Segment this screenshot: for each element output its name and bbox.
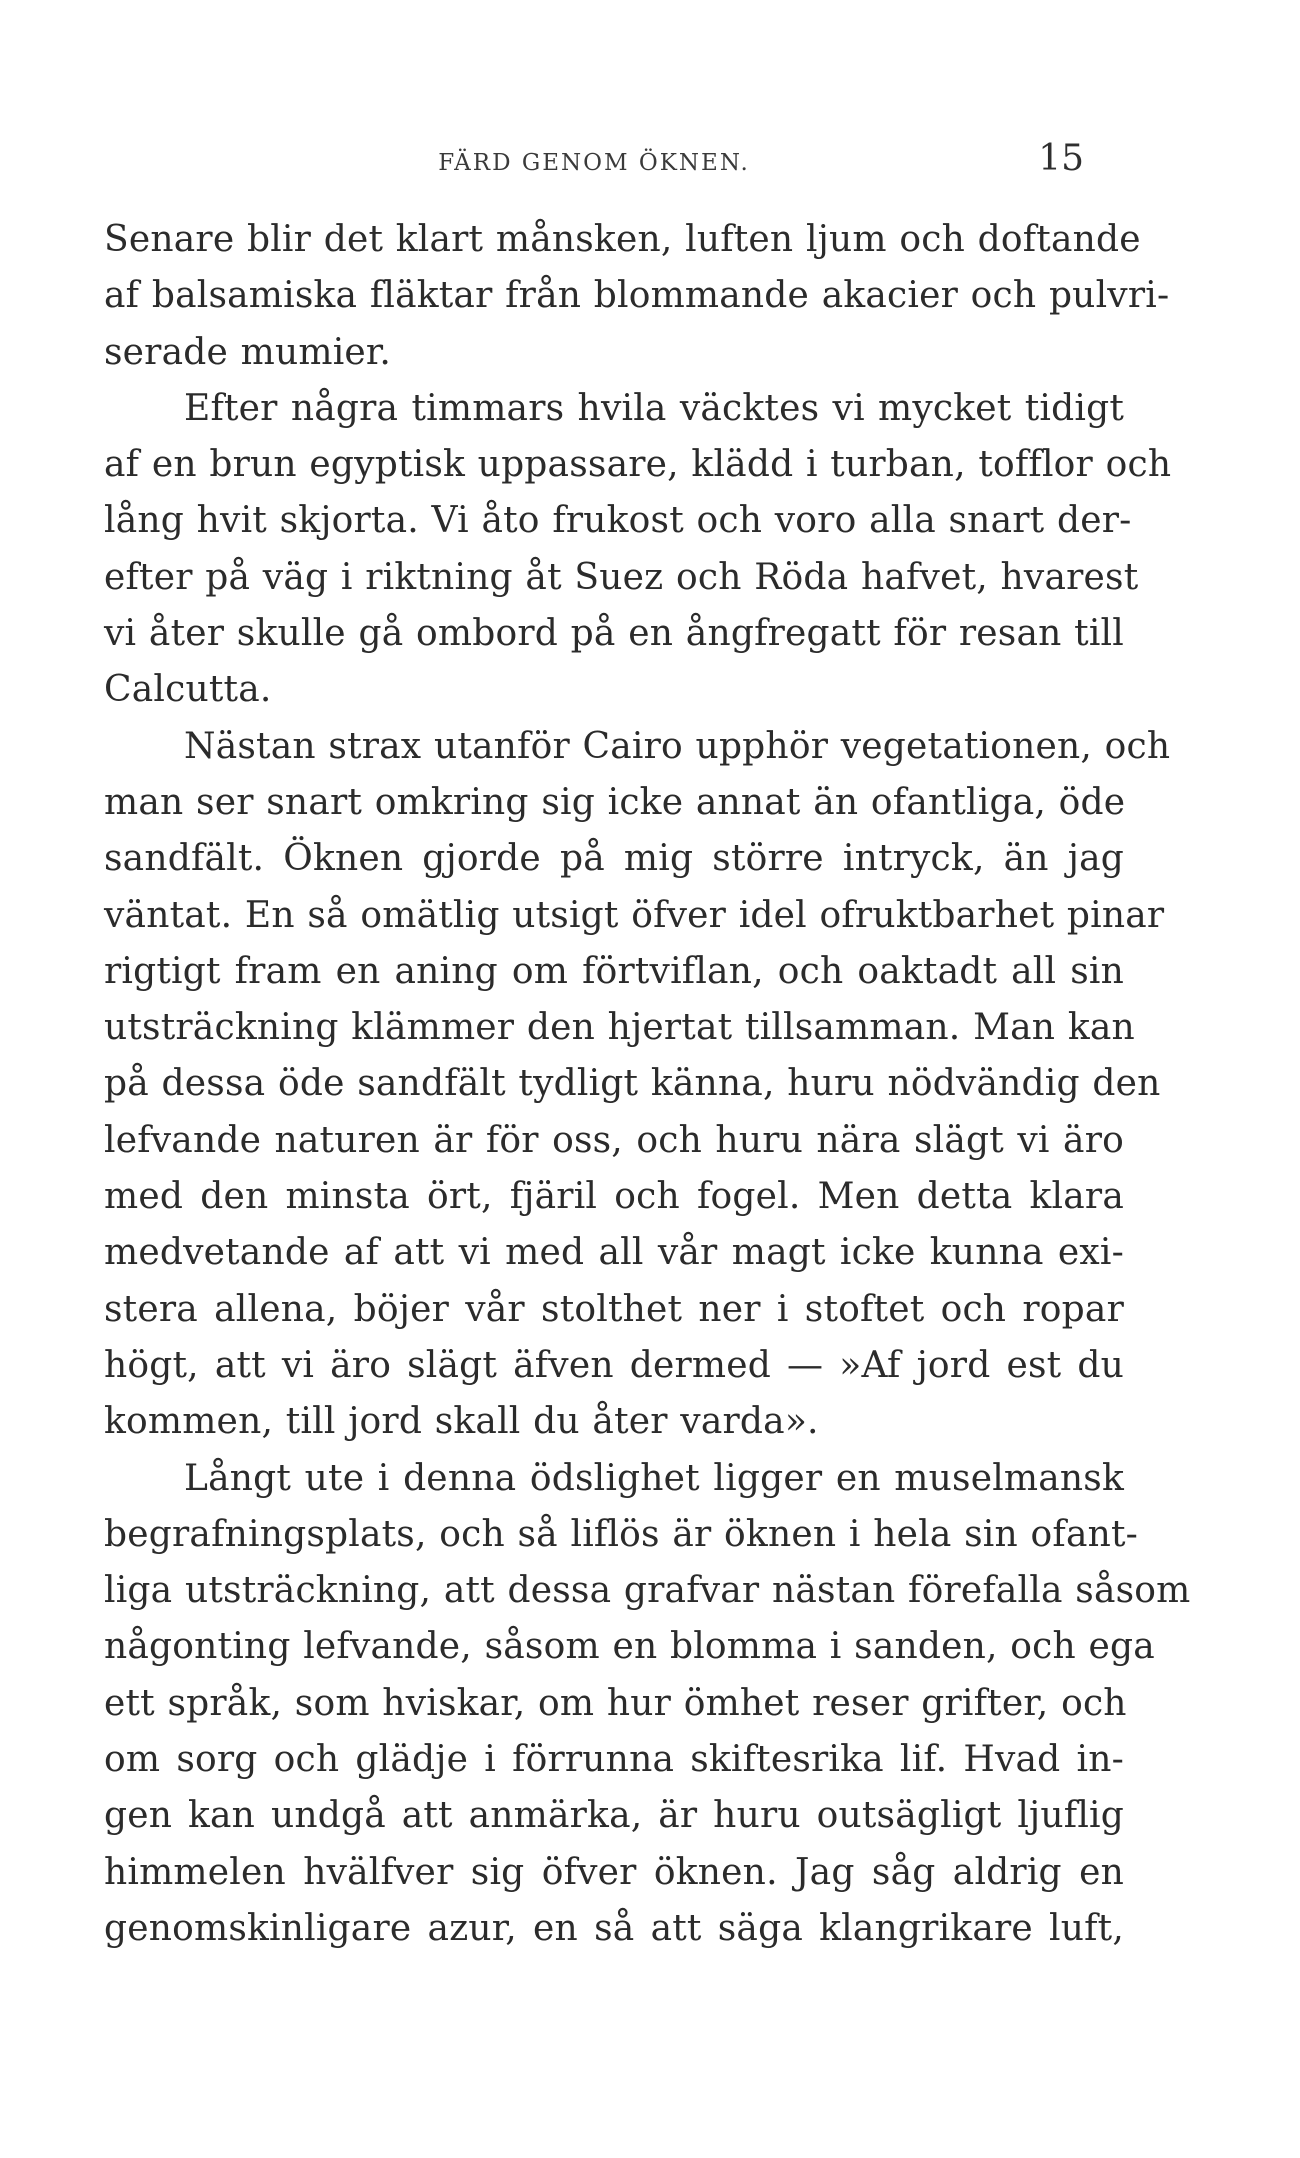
text-line: serade mumier. <box>104 331 392 373</box>
text-line: begrafningsplats, och så liflös är öknen i hela sin ofant- <box>104 1513 1139 1555</box>
text-line: himmelen hvälfver sig öfver öknen. Jag såg aldrig en <box>104 1851 1124 1893</box>
text-line: stera allena, böjer vår stolthet ner i stoftet och ropar <box>104 1288 1124 1330</box>
text-line: gen kan undgå att anmärka, är huru outsägligt ljuflig <box>104 1795 1124 1837</box>
text-line: Efter några timmars hvila väcktes vi mycket tidigt <box>184 387 1124 429</box>
text-line: lång hvit skjorta. Vi åto frukost och voro alla snart der- <box>104 500 1132 542</box>
text-line: någonting lefvande, såsom en blomma i sanden, och ega <box>104 1626 1155 1668</box>
text-line: man ser snart omkring sig icke annat än ofantliga, öde <box>104 781 1126 823</box>
body-text <box>104 212 1191 1957</box>
text-line: Calcutta. <box>104 669 272 711</box>
text-line: utsträckning klämmer den hjertat tillsamman. Man kan <box>104 1007 1135 1049</box>
text-line: högt, att vi äro slägt äfven dermed — »Af jord est du <box>104 1344 1124 1386</box>
text-line: Långt ute i denna ödslighet ligger en muselmansk <box>184 1457 1124 1499</box>
text-line: ett språk, som hviskar, om hur ömhet reser grifter, och <box>104 1682 1127 1724</box>
text-line: rigtigt fram en aning om förtviflan, och oaktadt all sin <box>104 950 1124 992</box>
text-line: Nästan strax utanför Cairo upphör vegetationen, och <box>184 725 1171 767</box>
text-line: af balsamiska fläktar från blommande akacier och pulvri- <box>104 275 1170 317</box>
page-number: 15 <box>1038 138 1084 179</box>
text-line: liga utsträckning, att dessa grafvar nästan förefalla såsom <box>104 1570 1191 1612</box>
text-line: genomskinligare azur, en så att säga klangrikare luft, <box>104 1907 1124 1949</box>
text-line: på dessa öde sandfält tydligt känna, huru nödvändig den <box>104 1063 1161 1105</box>
text-line: om sorg och glädje i förrunna skiftesrika lif. Hvad in- <box>104 1739 1124 1781</box>
text-line: lefvande naturen är för oss, och huru nära slägt vi äro <box>104 1119 1124 1161</box>
text-line: Senare blir det klart månsken, luften ljum och doftande <box>104 219 1141 260</box>
text-line: med den minsta ört, fjäril och fogel. Men detta klara <box>104 1176 1124 1218</box>
text-line: efter på väg i riktning åt Suez och Röda hafvet, hvarest <box>104 556 1139 598</box>
text-line: sandfält. Öknen gjorde på mig större intryck, än jag <box>104 838 1124 880</box>
text-line: af en brun egyptisk uppassare, klädd i turban, tofflor och <box>104 444 1172 486</box>
text-line: vi åter skulle gå ombord på en ångfregatt för resan till <box>104 613 1124 655</box>
page-header <box>104 138 1084 188</box>
text-line: medvetande af att vi med all vår magt icke kunna exi- <box>104 1232 1124 1274</box>
text-line: väntat. En så omätlig utsigt öfver idel ofruktbarhet pinar <box>104 894 1165 936</box>
text-line: kommen, till jord skall du åter varda». <box>104 1401 819 1443</box>
running-head: FÄRD GENOM ÖKNEN. <box>438 150 750 176</box>
